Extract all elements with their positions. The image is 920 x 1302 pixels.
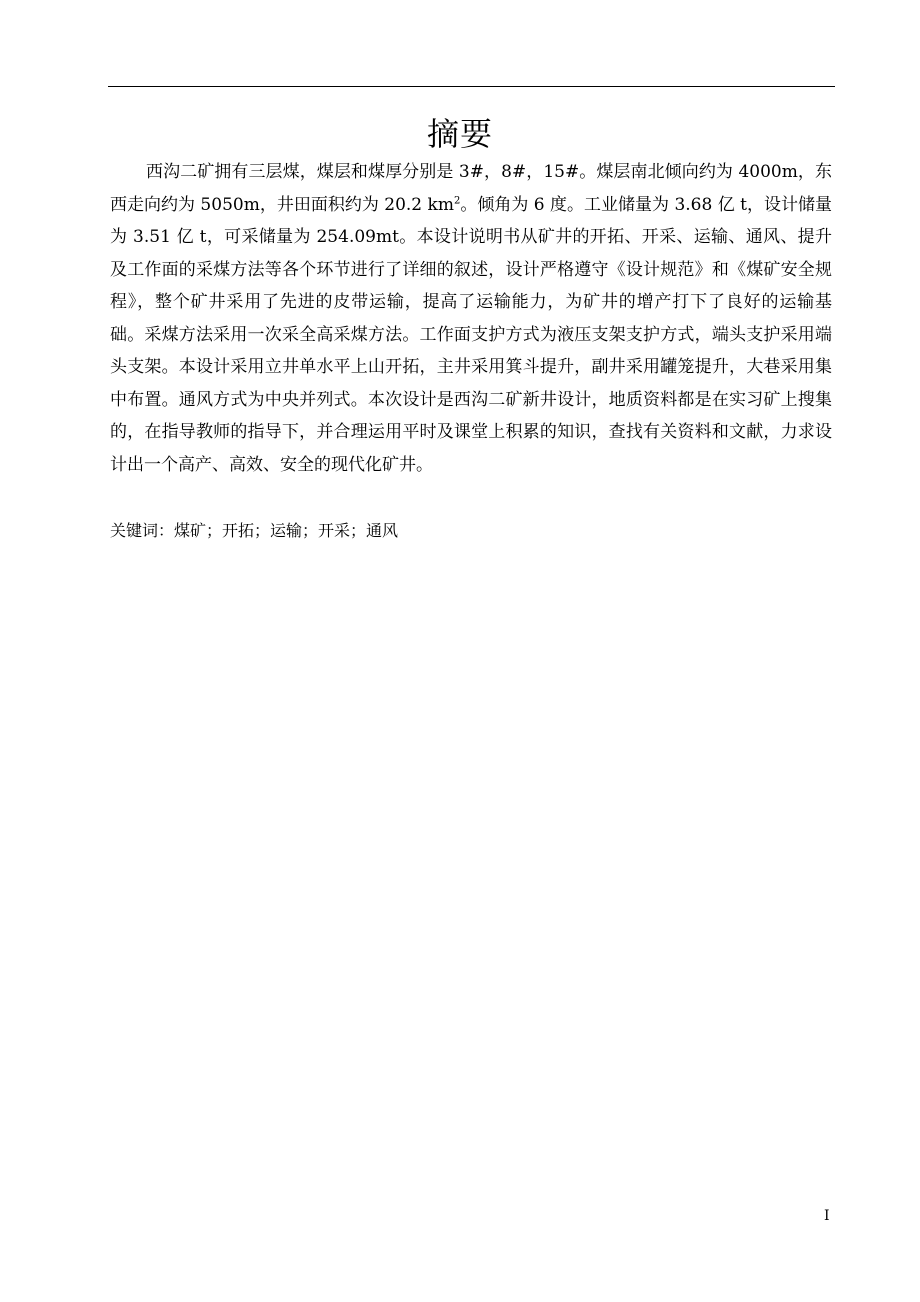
abstract-text-part1: 西沟二矿拥有三层煤，煤层和煤厚分别是 3#，8#，15#。煤层南北倾向约为 4000m，东西走向约为 5050m，井田面积约为 20.2 km (110, 162, 832, 215)
header-rule (108, 86, 835, 87)
area-unit-superscript: 2 (453, 194, 461, 206)
keywords-line: 关键词：煤矿；开拓；运输；开采；通风 (110, 521, 399, 540)
abstract-paragraph (110, 156, 832, 481)
page-number: I (824, 1208, 830, 1224)
abstract-text-part2: 。倾角为 6 度。工业储量为 3.68 亿 t，设计储量为 3.51 亿 t，可采储量为 254.09mt。本设计说明书从矿井的开拓、开采、运输、通风、提升及工作面的采煤方法等各个环节进行了详细的叙述，设计严格遵守《设计规范》和《煤矿安全规程》，整个矿井采用了先进的皮带运输，提高了运输能力，为矿井的增产打下了良好的运输基础。采煤方法采用一次采全高采煤方法。工作面支护方式为液压支架支护方式，端头支护采用端头支架。本设计采用立井单水平上山开拓，主井采用箕斗提升，副井采用罐笼提升，大巷采用集中布置。通风方式为中央并列式。本次设计是西沟二矿新井设计，地质资料都是在实习矿上搜集的，在指导教师的指导下，并合理运用平时及课堂上积累的知识，查找有关资料和文献，力求设计出一个高产、高效、安全的现代化矿井。 (110, 194, 832, 475)
page-title: 摘要 (426, 115, 493, 153)
